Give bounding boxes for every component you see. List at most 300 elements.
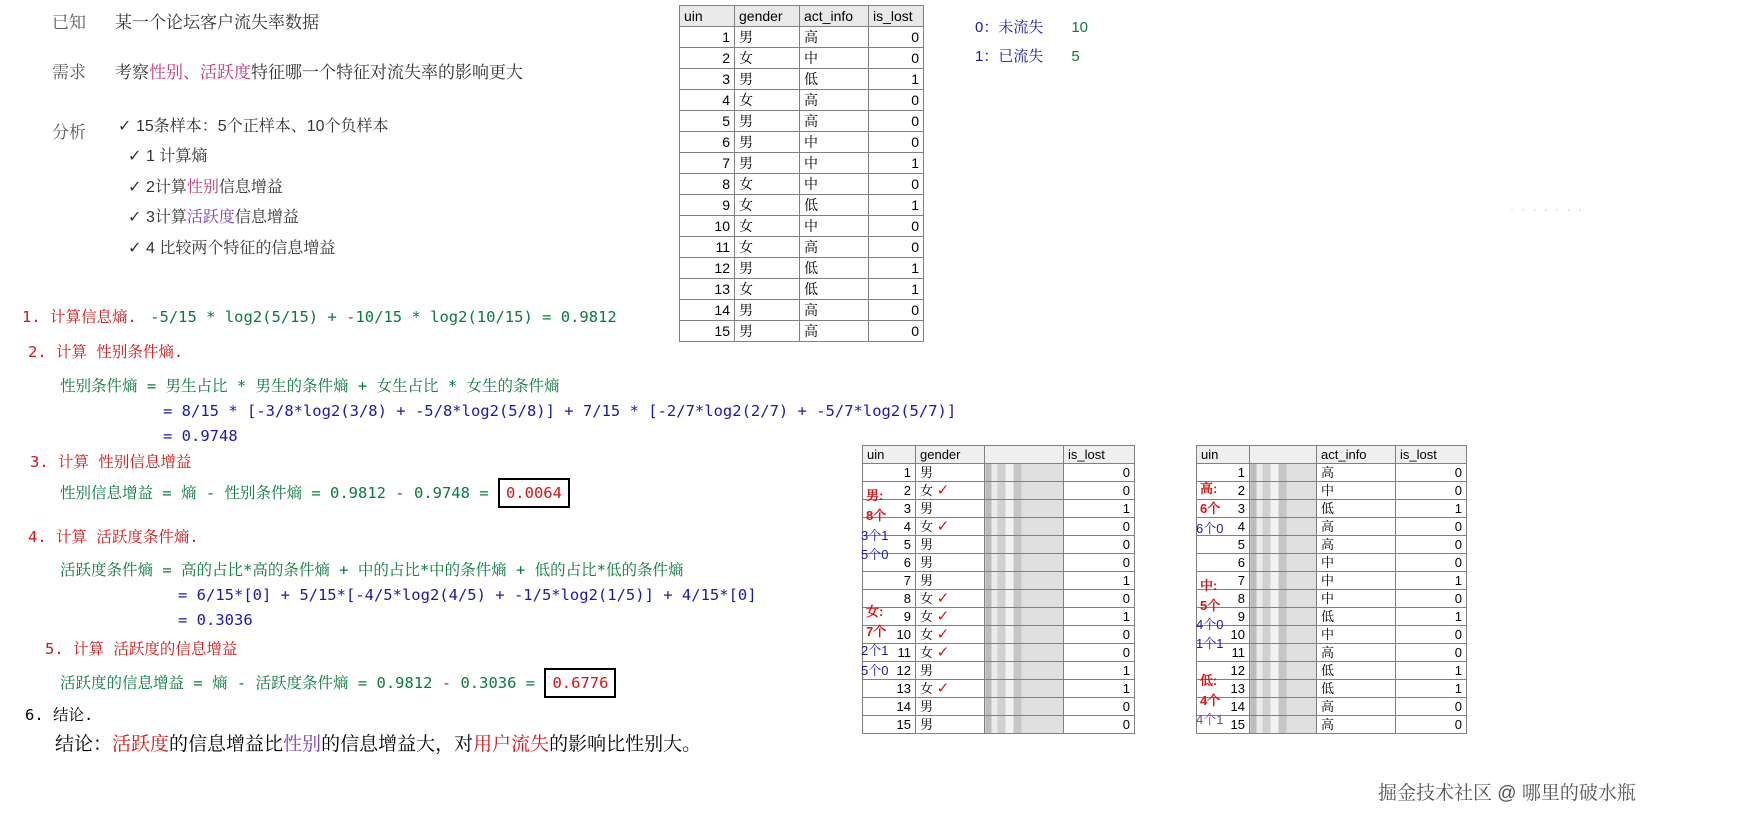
annotation-male-count: 8个 [866, 508, 887, 523]
cell-is-lost: 1 [1396, 572, 1467, 590]
cell-uin: 15 [1197, 716, 1250, 734]
cell-act-info: 高 [800, 300, 869, 321]
cell-uin: 13 [1197, 680, 1250, 698]
cell-gender: 男 [916, 554, 985, 572]
cell-is-lost: 0 [869, 48, 924, 69]
table-row [1197, 626, 1467, 644]
cell-is-lost: 0 [869, 237, 924, 258]
cell-uin: 7 [863, 572, 916, 590]
table-row [680, 321, 924, 342]
annotation-female-count: 7个 [866, 624, 887, 639]
step-4-line-1: 活跃度条件熵 = 高的占比*高的条件熵 + 中的占比*中的条件熵 + 低的占比*低的条件熵 [60, 561, 684, 579]
annotation-female-ones: 2个1 [861, 643, 889, 658]
cell-act-info: 中 [1317, 572, 1396, 590]
cell-uin: 9 [863, 608, 916, 626]
table-row [863, 608, 1135, 626]
cell-uin: 10 [680, 216, 735, 237]
cell-act-info: 高 [800, 321, 869, 342]
table-row [1197, 590, 1467, 608]
cell-gender: 女 [735, 279, 800, 300]
annotation-female-zeros: 5个0 [861, 663, 889, 678]
cell-gender: 男 [916, 662, 985, 680]
table-row [863, 536, 1135, 554]
cell-gender: 男 [735, 111, 800, 132]
cell-masked [1250, 644, 1317, 662]
annotation-male-label: 男: [866, 488, 884, 503]
cell-is-lost: 0 [869, 174, 924, 195]
table-row [680, 237, 924, 258]
cell-act-info: 中 [800, 132, 869, 153]
table-row [863, 518, 1135, 536]
checkmark-icon: ✓ [936, 679, 950, 697]
annotation-male-ones: 3个1 [861, 528, 889, 543]
cell-is-lost: 0 [1064, 482, 1135, 500]
cell-masked [1250, 662, 1317, 680]
annotation-mid-ones: 1个1 [1196, 636, 1224, 651]
column-header-masked [985, 446, 1064, 464]
cell-act-info: 高 [800, 237, 869, 258]
table-row [1197, 716, 1467, 734]
step-1-expression: -5/15 * log2(5/15) + -10/15 * log2(10/15) = 0.9812 [150, 308, 617, 326]
conclusion-kw-1: 活跃度 [112, 734, 170, 755]
cell-is-lost: 0 [1396, 482, 1467, 500]
table-row [863, 698, 1135, 716]
table-header-row [1197, 446, 1467, 464]
table-row [680, 48, 924, 69]
table-row [1197, 698, 1467, 716]
cell-uin: 11 [863, 644, 916, 662]
cell-uin: 15 [863, 716, 916, 734]
cell-is-lost: 1 [869, 195, 924, 216]
list-item-label: 1 计算熵 [146, 148, 208, 166]
cell-act-info: 高 [1317, 536, 1396, 554]
cell-masked [1250, 626, 1317, 644]
check-icon: ✓ [128, 209, 142, 227]
table-row [863, 554, 1135, 572]
table-row [680, 111, 924, 132]
annotation-low-label: 低: [1200, 673, 1218, 688]
table-row [680, 300, 924, 321]
step-3-expression: 性别信息增益 = 熵 - 性别条件熵 = 0.9812 - 0.9748 = [60, 484, 498, 502]
cell-gender: 男 [916, 572, 985, 590]
cell-masked [1250, 698, 1317, 716]
cell-gender: 女 ✓ [916, 644, 985, 662]
cell-act-info: 高 [800, 90, 869, 111]
table-row [1197, 644, 1467, 662]
cell-uin: 9 [680, 195, 735, 216]
step-5-line-1 [60, 668, 616, 698]
list-item-label-pre: 2计算 [146, 178, 187, 196]
cell-uin: 3 [1197, 500, 1250, 518]
cell-is-lost: 0 [1396, 536, 1467, 554]
table-row [863, 716, 1135, 734]
cell-is-lost: 1 [1064, 662, 1135, 680]
cell-masked [985, 662, 1064, 680]
cell-is-lost: 1 [869, 279, 924, 300]
table-row [1197, 662, 1467, 680]
cell-gender: 女 [735, 48, 800, 69]
annotation-high-count: 6个 [1200, 501, 1221, 516]
list-item [118, 142, 389, 172]
cell-act-info: 中 [800, 216, 869, 237]
conclusion-prefix: 结论： [55, 734, 113, 755]
legend-label: 0：未流失 [975, 19, 1044, 36]
cell-masked [1250, 518, 1317, 536]
cell-uin: 1 [680, 27, 735, 48]
cell-gender: 女 ✓ [916, 518, 985, 536]
requirement-text [115, 58, 523, 83]
cell-is-lost: 0 [1064, 464, 1135, 482]
cell-is-lost: 0 [1064, 554, 1135, 572]
cell-gender: 女 ✓ [916, 482, 985, 500]
cell-masked [985, 698, 1064, 716]
checkmark-icon: ✓ [936, 589, 950, 607]
cell-uin: 12 [680, 258, 735, 279]
legend [975, 14, 1088, 71]
annotation-mid-label: 中: [1200, 578, 1218, 593]
analysis-bullet-list [118, 112, 389, 264]
cell-act-info: 中 [1317, 482, 1396, 500]
table-row [680, 279, 924, 300]
cell-gender: 男 [735, 258, 800, 279]
cell-uin: 1 [863, 464, 916, 482]
step-4-title: 4. 计算 活跃度条件熵. [28, 528, 199, 546]
cell-gender: 男 [735, 132, 800, 153]
cell-gender: 男 [735, 153, 800, 174]
table-row [1197, 500, 1467, 518]
cell-act-info: 高 [1317, 716, 1396, 734]
legend-value: 5 [1071, 47, 1080, 65]
conclusion-mid-2: 的信息增益大，对 [321, 734, 474, 755]
table-row [1197, 608, 1467, 626]
cell-is-lost: 0 [1396, 590, 1467, 608]
annotation-high-zeros: 6个0 [1196, 521, 1224, 536]
cell-uin: 7 [1197, 572, 1250, 590]
cell-gender: 男 [916, 500, 985, 518]
cell-uin: 10 [863, 626, 916, 644]
column-header-act-info: act_info [800, 6, 869, 27]
cell-act-info: 中 [800, 174, 869, 195]
cell-act-info: 中 [800, 153, 869, 174]
step-1 [22, 305, 617, 329]
list-item-keyword: 性别 [186, 178, 219, 196]
column-header-is-lost: is_lost [869, 6, 924, 27]
cell-gender: 男 [735, 321, 800, 342]
cell-act-info: 低 [1317, 662, 1396, 680]
check-icon: ✓ [128, 178, 142, 196]
cell-gender: 男 [735, 300, 800, 321]
cell-is-lost: 0 [1064, 590, 1135, 608]
annotation-high-label: 高: [1200, 481, 1218, 496]
cell-act-info: 低 [800, 69, 869, 90]
table-row [863, 482, 1135, 500]
cell-gender: 女 [735, 216, 800, 237]
table-row [680, 174, 924, 195]
step-3-line-1 [60, 478, 570, 508]
table-row [863, 464, 1135, 482]
act-info-analysis-table [1196, 445, 1467, 734]
cell-masked [985, 536, 1064, 554]
annotation-mid-count: 5个 [1200, 598, 1221, 613]
gender-analysis-table [862, 445, 1135, 734]
check-icon: ✓ [118, 118, 132, 135]
cell-is-lost: 1 [1396, 680, 1467, 698]
list-item-keyword: 活跃度 [186, 209, 235, 227]
cell-masked [1250, 680, 1317, 698]
customer-data-table [679, 5, 924, 342]
cell-act-info: 高 [1317, 698, 1396, 716]
table-header-row [863, 446, 1135, 464]
column-header-is-lost: is_lost [1396, 446, 1467, 464]
list-item [118, 173, 389, 203]
cell-is-lost: 0 [869, 216, 924, 237]
cell-masked [985, 482, 1064, 500]
cell-act-info: 中 [800, 48, 869, 69]
checkmark-icon: ✓ [936, 517, 950, 535]
act-info-gain-value: 0.6776 [544, 668, 616, 698]
cell-uin: 7 [680, 153, 735, 174]
cell-uin: 9 [1197, 608, 1250, 626]
checkmark-icon: ✓ [936, 643, 950, 661]
cell-uin: 13 [680, 279, 735, 300]
cell-uin: 5 [1197, 536, 1250, 554]
checkmark-icon: ✓ [936, 607, 950, 625]
cell-is-lost: 1 [1396, 500, 1467, 518]
cell-is-lost: 0 [1064, 644, 1135, 662]
list-item [118, 112, 389, 142]
table-row [863, 590, 1135, 608]
table-row [863, 626, 1135, 644]
cell-uin: 6 [680, 132, 735, 153]
column-header-uin: uin [1197, 446, 1250, 464]
cell-uin: 1 [1197, 464, 1250, 482]
cell-gender: 女 ✓ [916, 590, 985, 608]
cell-act-info: 高 [1317, 644, 1396, 662]
table-row [863, 500, 1135, 518]
cell-is-lost: 0 [1396, 626, 1467, 644]
cell-uin: 13 [863, 680, 916, 698]
cell-gender: 女 [735, 90, 800, 111]
cell-masked [1250, 590, 1317, 608]
cell-gender: 女 ✓ [916, 626, 985, 644]
cell-act-info: 高 [800, 27, 869, 48]
cell-gender: 男 [735, 69, 800, 90]
conclusion-text [55, 729, 701, 756]
cell-gender: 男 [916, 698, 985, 716]
cell-is-lost: 1 [869, 153, 924, 174]
cell-masked [1250, 464, 1317, 482]
cell-is-lost: 0 [869, 27, 924, 48]
cell-is-lost: 1 [1064, 680, 1135, 698]
requirement-label: 需求 [52, 63, 86, 82]
cell-uin: 10 [1197, 626, 1250, 644]
column-header-uin: uin [680, 6, 735, 27]
step-1-title: 1. 计算信息熵. [22, 308, 137, 326]
cell-act-info: 高 [1317, 464, 1396, 482]
list-item-label: 4 比较两个特征的信息增益 [146, 239, 336, 257]
cell-uin: 4 [863, 518, 916, 536]
table-row [1197, 680, 1467, 698]
cell-is-lost: 0 [1396, 644, 1467, 662]
requirement-text-post: 特征哪一个特征对流失率的影响更大 [251, 63, 523, 82]
cell-masked [985, 464, 1064, 482]
table-body [863, 464, 1135, 734]
table-body [680, 27, 924, 342]
cell-uin: 3 [680, 69, 735, 90]
watermark: 掘金技术社区 @ 哪里的破水瓶 [1378, 783, 1636, 804]
annotation-mid-zeros: 4个0 [1196, 617, 1224, 632]
cell-masked [985, 626, 1064, 644]
cell-is-lost: 1 [1064, 608, 1135, 626]
cell-is-lost: 0 [1396, 464, 1467, 482]
step-2-line-3: = 0.9748 [163, 427, 238, 445]
cell-gender: 男 [916, 716, 985, 734]
cell-masked [985, 716, 1064, 734]
gender-info-gain-value: 0.0064 [498, 478, 570, 508]
table-row [680, 153, 924, 174]
requirement-text-pre: 考察 [115, 63, 149, 82]
table-row [1197, 482, 1467, 500]
cell-act-info: 低 [1317, 500, 1396, 518]
table-row [680, 258, 924, 279]
cell-gender: 男 [916, 536, 985, 554]
step-4-line-2: = 6/15*[0] + 5/15*[-4/5*log2(4/5) + -1/5*log2(1/5)] + 4/15*[0] [178, 586, 757, 604]
cell-act-info: 中 [1317, 626, 1396, 644]
annotation-male-zeros: 5个0 [861, 547, 889, 562]
cell-uin: 11 [1197, 644, 1250, 662]
cell-act-info: 高 [800, 111, 869, 132]
step-2-title: 2. 计算 性别条件熵. [28, 343, 184, 361]
check-icon: ✓ [128, 148, 142, 166]
step-3-title: 3. 计算 性别信息增益 [30, 453, 192, 471]
cell-is-lost: 0 [869, 132, 924, 153]
cell-is-lost: 0 [1396, 554, 1467, 572]
cell-gender: 女 [735, 174, 800, 195]
cell-masked [1250, 608, 1317, 626]
legend-row-0 [975, 14, 1088, 43]
step-6-title: 6. 结论. [25, 706, 94, 724]
cell-is-lost: 0 [869, 300, 924, 321]
checkmark-icon: ✓ [936, 481, 950, 499]
table-row [680, 216, 924, 237]
annotation-low-count: 4个 [1200, 693, 1221, 708]
conclusion-kw-3: 用户流失 [473, 734, 550, 755]
legend-label: 1：已流失 [975, 47, 1044, 65]
list-item-label: 15条样本：5个正样本、10个负样本 [136, 118, 389, 135]
cell-gender: 女 [735, 237, 800, 258]
cell-uin: 14 [1197, 698, 1250, 716]
cell-masked [1250, 536, 1317, 554]
table-row [1197, 572, 1467, 590]
known-text: 某一个论坛客户流失率数据 [115, 13, 319, 32]
step-5-expression: 活跃度的信息增益 = 熵 - 活跃度条件熵 = 0.9812 - 0.3036 = [60, 674, 545, 692]
cell-masked [985, 680, 1064, 698]
cell-uin: 12 [863, 662, 916, 680]
cell-gender: 女 ✓ [916, 608, 985, 626]
column-header-masked [1250, 446, 1317, 464]
table-row [680, 27, 924, 48]
cell-is-lost: 1 [1064, 500, 1135, 518]
cell-uin: 6 [1197, 554, 1250, 572]
legend-row-1 [975, 43, 1088, 72]
cell-act-info: 低 [1317, 680, 1396, 698]
table-row [1197, 554, 1467, 572]
cell-uin: 14 [863, 698, 916, 716]
table-row [863, 662, 1135, 680]
checkmark-icon: ✓ [936, 625, 950, 643]
cell-gender: 女 ✓ [916, 680, 985, 698]
cell-masked [1250, 554, 1317, 572]
cell-is-lost: 1 [1396, 662, 1467, 680]
table-row [1197, 518, 1467, 536]
cell-uin: 11 [680, 237, 735, 258]
known-label: 已知 [52, 13, 86, 32]
requirement-keyword: 性别、活跃度 [149, 63, 251, 82]
table-row [680, 69, 924, 90]
cell-uin: 2 [863, 482, 916, 500]
cell-uin: 5 [863, 536, 916, 554]
cell-masked [985, 590, 1064, 608]
column-header-gender: gender [916, 446, 985, 464]
cell-is-lost: 0 [869, 90, 924, 111]
list-item-label-post: 信息增益 [218, 178, 283, 196]
step-2-line-2: = 8/15 * [-3/8*log2(3/8) + -5/8*log2(5/8)] + 7/15 * [-2/7*log2(2/7) + -5/7*log2(5/7)] [163, 402, 957, 420]
cell-is-lost: 0 [1064, 518, 1135, 536]
cell-uin: 12 [1197, 662, 1250, 680]
check-icon: ✓ [128, 239, 142, 257]
table-row [680, 90, 924, 111]
cell-is-lost: 0 [869, 321, 924, 342]
cell-masked [985, 518, 1064, 536]
step-2-line-1: 性别条件熵 = 男生占比 * 男生的条件熵 + 女生占比 * 女生的条件熵 [60, 377, 560, 395]
cell-uin: 14 [680, 300, 735, 321]
cell-uin: 4 [680, 90, 735, 111]
cell-uin: 15 [680, 321, 735, 342]
cell-masked [985, 500, 1064, 518]
cell-uin: 8 [1197, 590, 1250, 608]
list-item-label-pre: 3计算 [146, 209, 187, 227]
step-4-line-3: = 0.3036 [178, 611, 253, 629]
cell-uin: 5 [680, 111, 735, 132]
table-row [863, 644, 1135, 662]
table-row [1197, 536, 1467, 554]
table-row [680, 195, 924, 216]
cell-act-info: 中 [1317, 554, 1396, 572]
step-5-title: 5. 计算 活跃度的信息增益 [45, 640, 238, 658]
cell-is-lost: 0 [869, 111, 924, 132]
column-header-is-lost: is_lost [1064, 446, 1135, 464]
cell-is-lost: 0 [1064, 716, 1135, 734]
annotation-female-label: 女: [866, 604, 884, 619]
list-item [118, 234, 389, 264]
cell-uin: 8 [680, 174, 735, 195]
cell-gender: 男 [916, 464, 985, 482]
cell-is-lost: 0 [1064, 536, 1135, 554]
annotation-low-ones: 4个1 [1196, 712, 1224, 727]
cell-act-info: 高 [1317, 518, 1396, 536]
column-header-act-info: act_info [1317, 446, 1396, 464]
cell-uin: 8 [863, 590, 916, 608]
cell-is-lost: 0 [1396, 698, 1467, 716]
cell-uin: 2 [680, 48, 735, 69]
cell-is-lost: 1 [1396, 608, 1467, 626]
table-body [1197, 464, 1467, 734]
table-row [1197, 464, 1467, 482]
cell-is-lost: 1 [869, 258, 924, 279]
cell-is-lost: 1 [869, 69, 924, 90]
cell-act-info: 低 [800, 258, 869, 279]
conclusion-end: 的影响比性别大。 [549, 734, 702, 755]
